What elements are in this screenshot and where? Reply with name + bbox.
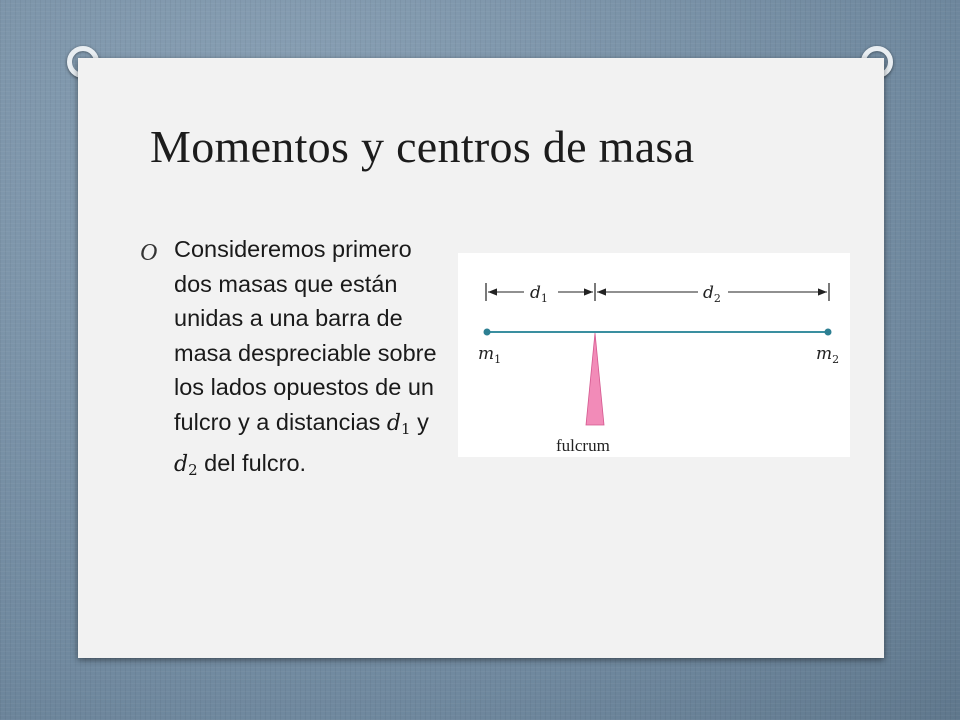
d1-label: $d_1$ bbox=[530, 283, 548, 305]
slide-title: Momentos y centros de masa bbox=[150, 121, 695, 172]
fulcrum-wedge bbox=[586, 333, 604, 425]
fulcrum-diagram bbox=[458, 253, 850, 457]
mass-2 bbox=[825, 329, 832, 336]
d2-label: $d_2$ bbox=[703, 283, 721, 305]
fulcrum-diagram-svg bbox=[458, 253, 850, 457]
fulcrum-label: fulcrum bbox=[556, 436, 610, 455]
mass-1 bbox=[484, 329, 491, 336]
bullet-text bbox=[174, 232, 444, 488]
bullet-marker: O bbox=[140, 240, 158, 266]
m1-label: $m_1$ bbox=[478, 344, 502, 366]
bullet-text-intro: Consideremos primero dos masas que están unidas a una barra de masa despreciable sobre los lados opuestos de un fulcro y a distancias bbox=[174, 236, 437, 435]
math-d2-var: d bbox=[174, 452, 189, 477]
bullet-text-end: del fulcro. bbox=[197, 450, 307, 476]
math-d1-var: d bbox=[386, 410, 401, 436]
math-d2-sub: 2 bbox=[188, 461, 198, 479]
bullet-text-connector: y bbox=[410, 408, 429, 435]
m2-label: $m_2$ bbox=[816, 344, 840, 366]
math-d1-sub: 1 bbox=[401, 419, 411, 438]
